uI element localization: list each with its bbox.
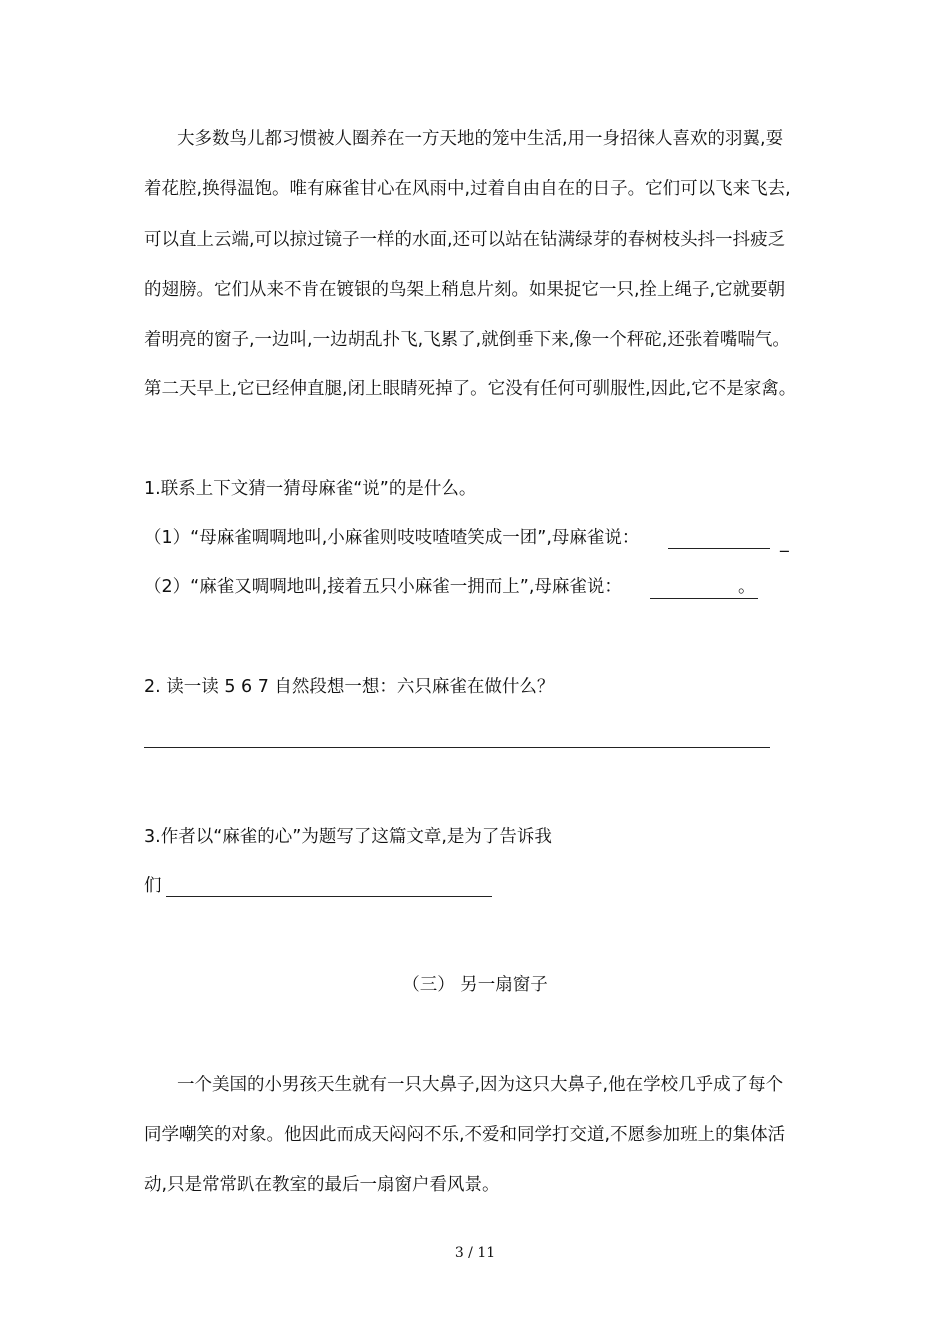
question-1-sub1-tail: _ bbox=[780, 533, 789, 553]
question-1-sub1 bbox=[144, 527, 639, 549]
passage-line: 同学嘲笑的对象。他因此而成天闷闷不乐,不爱和同学打交道,不愿参加班上的集体活 bbox=[144, 1125, 786, 1145]
passage-line: 大多数鸟儿都习惯被人圈养在一方天地的笼中生活,用一身招徕人喜欢的羽翼,耍 bbox=[177, 129, 784, 149]
question-3-cont: 们 bbox=[144, 876, 162, 896]
question-1-title: 1.联系上下文猜一猜母麻雀“说”的是什么。 bbox=[144, 479, 477, 499]
question-1-sub2-text: （2）“麻雀又啁啁地叫,接着五只小麻雀一拥而上”,母麻雀说： bbox=[144, 577, 622, 597]
question-2-title: 2. 读一读 5 6 7 自然段想一想：六只麻雀在做什么？ bbox=[144, 677, 555, 697]
question-3-title: 3.作者以“麻雀的心”为题写了这篇文章,是为了告诉我 bbox=[144, 827, 552, 847]
passage-line: 动,只是常常趴在教室的最后一扇窗户看风景。 bbox=[144, 1175, 500, 1195]
question-1-sub2 bbox=[144, 576, 622, 598]
answer-blank-1[interactable] bbox=[668, 548, 770, 549]
passage-line: 一个美国的小男孩天生就有一只大鼻子,因为这只大鼻子,他在学校几乎成了每个 bbox=[177, 1075, 784, 1095]
page-number: 3 / 11 bbox=[454, 1245, 496, 1261]
section-heading: （三） 另一扇窗子 bbox=[402, 975, 548, 995]
answer-line-2[interactable] bbox=[144, 747, 770, 748]
answer-blank-2[interactable] bbox=[650, 598, 758, 599]
question-1-sub2-tail: 。 bbox=[738, 577, 756, 597]
passage-line: 着花腔,换得温饱。唯有麻雀甘心在风雨中,过着自由自在的日子。它们可以飞来飞去, bbox=[144, 179, 791, 199]
passage-line: 的翅膀。它们从来不肯在镀银的鸟架上稍息片刻。如果捉它一只,拴上绳子,它就要朝 bbox=[144, 280, 786, 300]
answer-line-3[interactable] bbox=[166, 896, 492, 897]
passage-line: 可以直上云端,可以掠过镜子一样的水面,还可以站在钻满绿芽的春树枝头抖一抖疲乏 bbox=[144, 230, 786, 250]
passage-line: 第二天早上,它已经伸直腿,闭上眼睛死掉了。它没有任何可驯服性,因此,它不是家禽。 bbox=[144, 379, 797, 399]
question-1-sub1-text: （1）“母麻雀啁啁地叫,小麻雀则吱吱喳喳笑成一团”,母麻雀说： bbox=[144, 528, 640, 548]
passage-line: 着明亮的窗子,一边叫,一边胡乱扑飞,飞累了,就倒垂下来,像一个秤砣,还张着嘴喘气。 bbox=[144, 330, 790, 350]
